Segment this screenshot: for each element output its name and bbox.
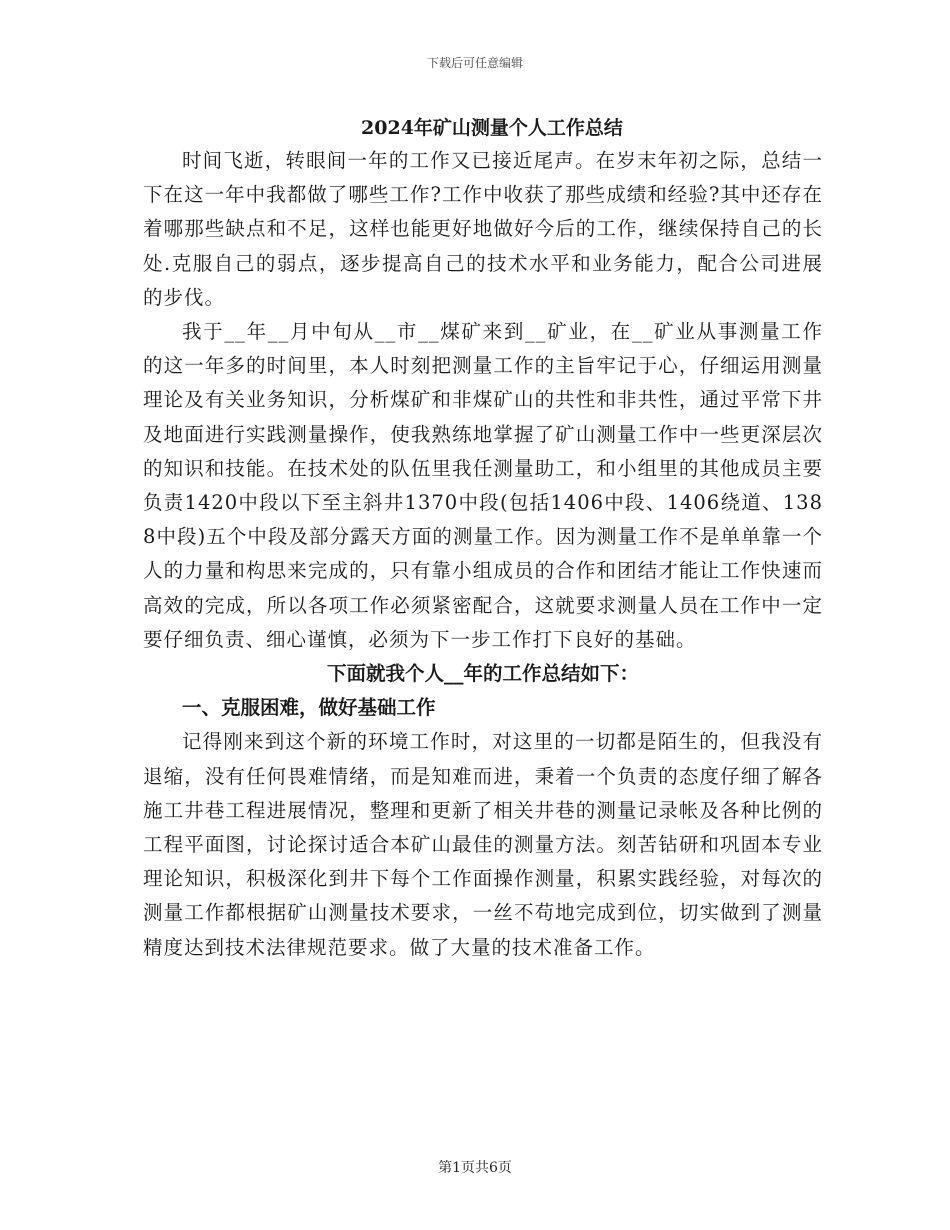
- summary-heading: 下面就我个人__年的工作总结如下：: [326, 662, 639, 686]
- section-1-paragraph: 记得刚来到这个新的环境工作时，对这里的一切都是陌生的，但我没有退缩，没有任何畏难情绪，而是知难而进，秉着一个负责的态度仔细了解各施工井巷工程进展情况，整理和更新了相关井巷的测量记录帐及各种比例的工程平面图，讨论探讨适合本矿山最佳的测量方法。刻苦钻研和巩固本专业理论知识，积极深化到井下每个工作面操作测量，积累实践经验，对每次的测量工作都根据矿山测量技术要求，一丝不苟地完成到位，切实做到了测量精度达到技术法律规范要求。做了大量的技术准备工作。: [143, 730, 823, 959]
- document-body: [143, 112, 823, 965]
- page-header-note: 下载后可任意编辑: [426, 56, 523, 70]
- section-heading-1: 一、克服困难，做好基础工作: [182, 696, 436, 720]
- work-paragraph: 我于__年__月中旬从__市__煤矿来到__矿业，在__矿业从事测量工作的这一年多的时间里，本人时刻把测量工作的主旨牢记于心，仔细运用测量理论及有关业务知识，分析煤矿和非煤矿山的共性和非共性，通过平常下井及地面进行实践测量操作，使我熟练地掌握了矿山测量工作中一些更深层次的知识和技能。在技术处的队伍里我任测量助工，和小组里的其他成员主要负责1420中段以下至主斜井1370中段(包括1406中段、1406绕道、1388中段)五个中段及部分露天方面的测量工作。因为测量工作不是单单靠一个人的力量和构思来完成的，只有靠小组成员的合作和团结才能让工作快速而高效的完成，所以各项工作必须紧密配合，这就要求测量人员在工作中一定要仔细负责、细心谨慎，必须为下一步工作打下良好的基础。: [143, 320, 823, 651]
- document-title: 2024年矿山测量个人工作总结: [361, 117, 623, 139]
- page-number: 第1页共6页: [438, 1160, 512, 1176]
- intro-paragraph: 时间飞逝，转眼间一年的工作又已接近尾声。在岁末年初之际，总结一下在这一年中我都做了哪些工作?工作中收获了那些成绩和经验?其中还存在着哪那些缺点和不足，这样也能更好地做好今后的工作，继续保持自己的长处.克服自己的弱点，逐步提高自己的技术水平和业务能力，配合公司进展的步伐。: [143, 149, 823, 309]
